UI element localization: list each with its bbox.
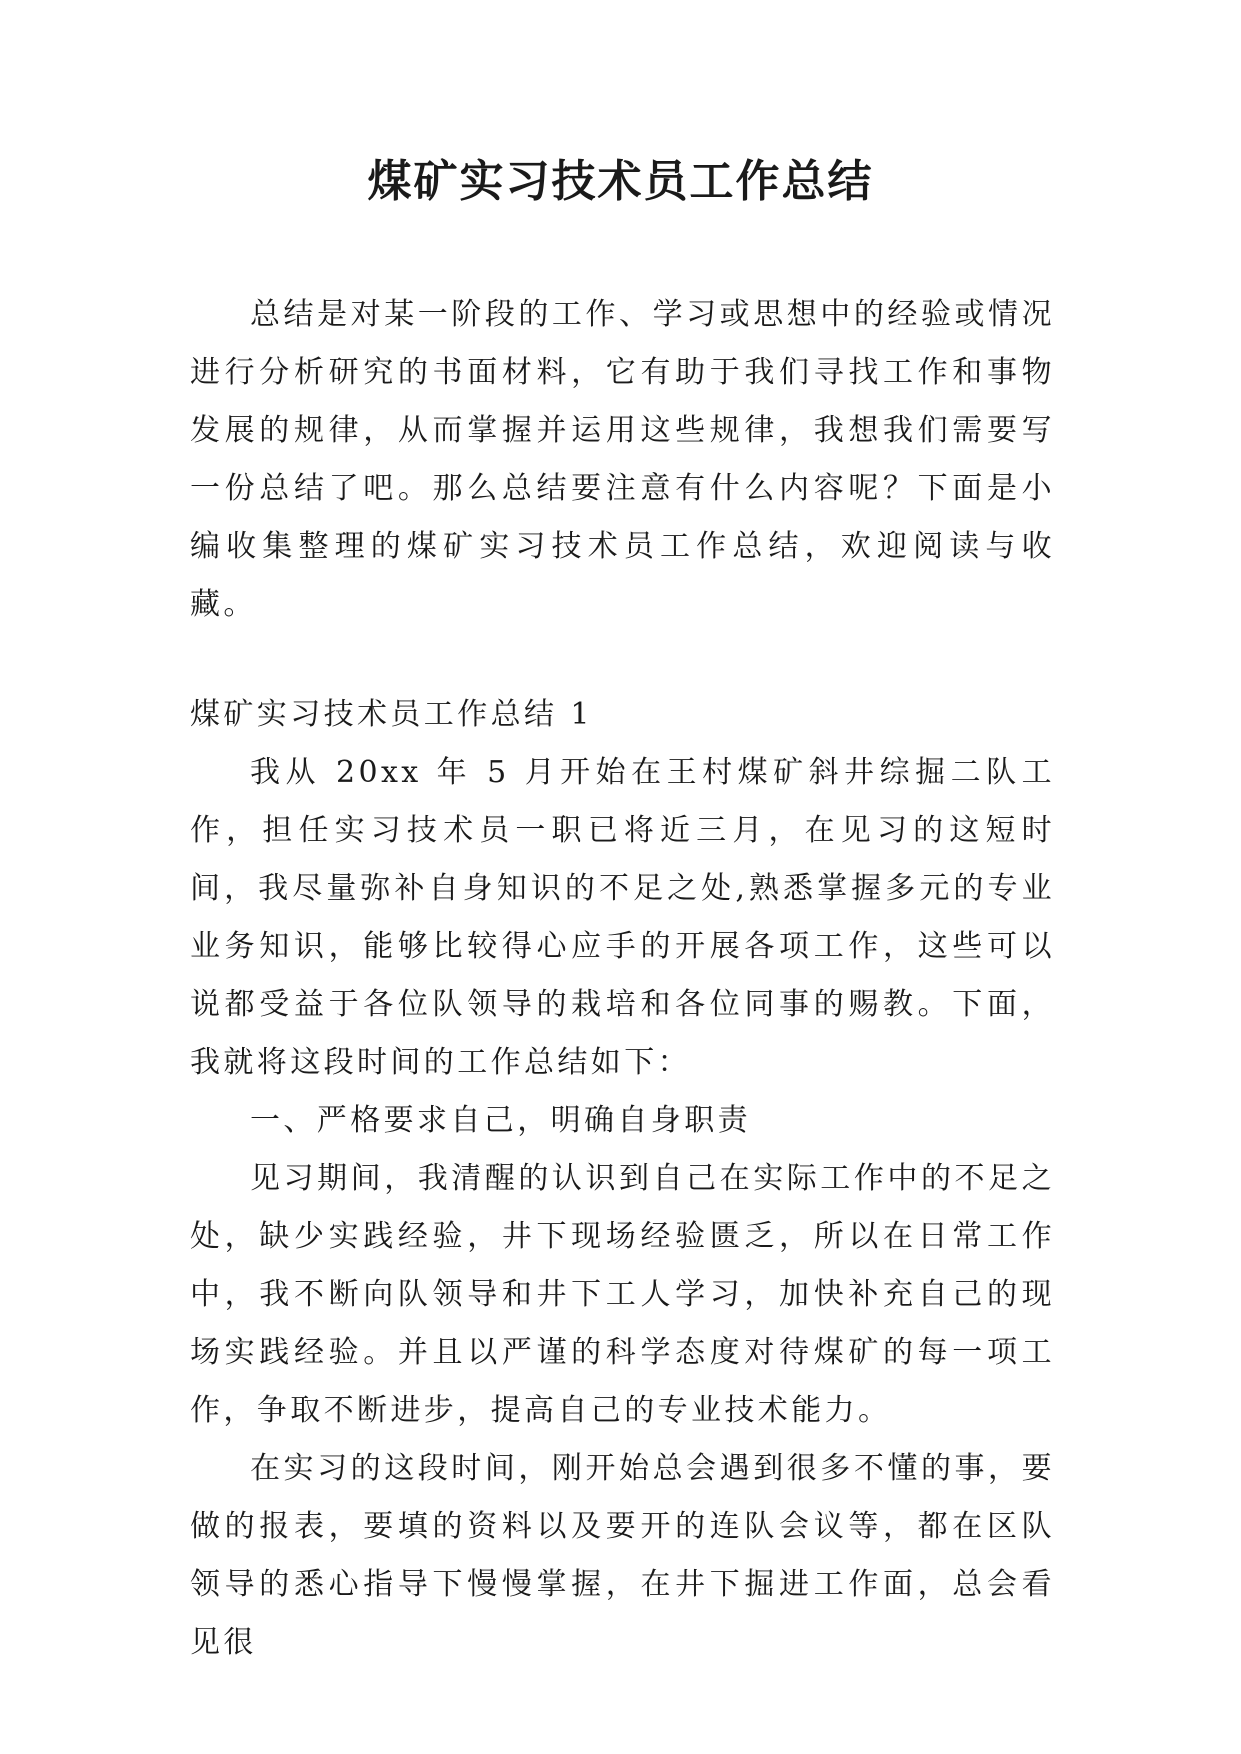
body-paragraph: 见习期间，我清醒的认识到自己在实际工作中的不足之处，缺少实践经验，井下现场经验匮乏，所以在日常工作中，我不断向队领导和井下工人学习，加快补充自己的现场实践经验。并且以严谨的科学态度对待煤矿的每一项工作，争取不断进步，提高自己的专业技术能力。 — [190, 1161, 1055, 1428]
section-heading: 煤矿实习技术员工作总结 1 — [190, 697, 593, 732]
body-paragraph: 我从 20xx 年 5 月开始在王村煤矿斜井综掘二队工作，担任实习技术员一职已将近三月，在见习的这短时间，我尽量弥补自身知识的不足之处,熟悉掌握多元的专业业务知识，能够比较得心应手的开展各项工作，这些可以说都受益于各位队领导的栽培和各位同事的赐教。下面，我就将这段时间的工作总结如下： — [190, 755, 1055, 1080]
document-title: 煤矿实习技术员工作总结 — [367, 156, 874, 207]
body-paragraph: 在实习的这段时间，刚开始总会遇到很多不懂的事，要做的报表，要填的资料以及要开的连队会议等，都在区队领导的悉心指导下慢慢掌握，在井下掘进工作面，总会看见很 — [190, 1451, 1055, 1660]
document-body — [190, 286, 1055, 1672]
subheading: 一、严格要求自己，明确自身职责 — [250, 1103, 751, 1138]
intro-paragraph: 总结是对某一阶段的工作、学习或思想中的经验或情况进行分析研究的书面材料，它有助于我们寻找工作和事物发展的规律，从而掌握并运用这些规律，我想我们需要写一份总结了吧。那么总结要注意有什么内容呢？下面是小编收集整理的煤矿实习技术员工作总结，欢迎阅读与收藏。 — [190, 297, 1055, 622]
